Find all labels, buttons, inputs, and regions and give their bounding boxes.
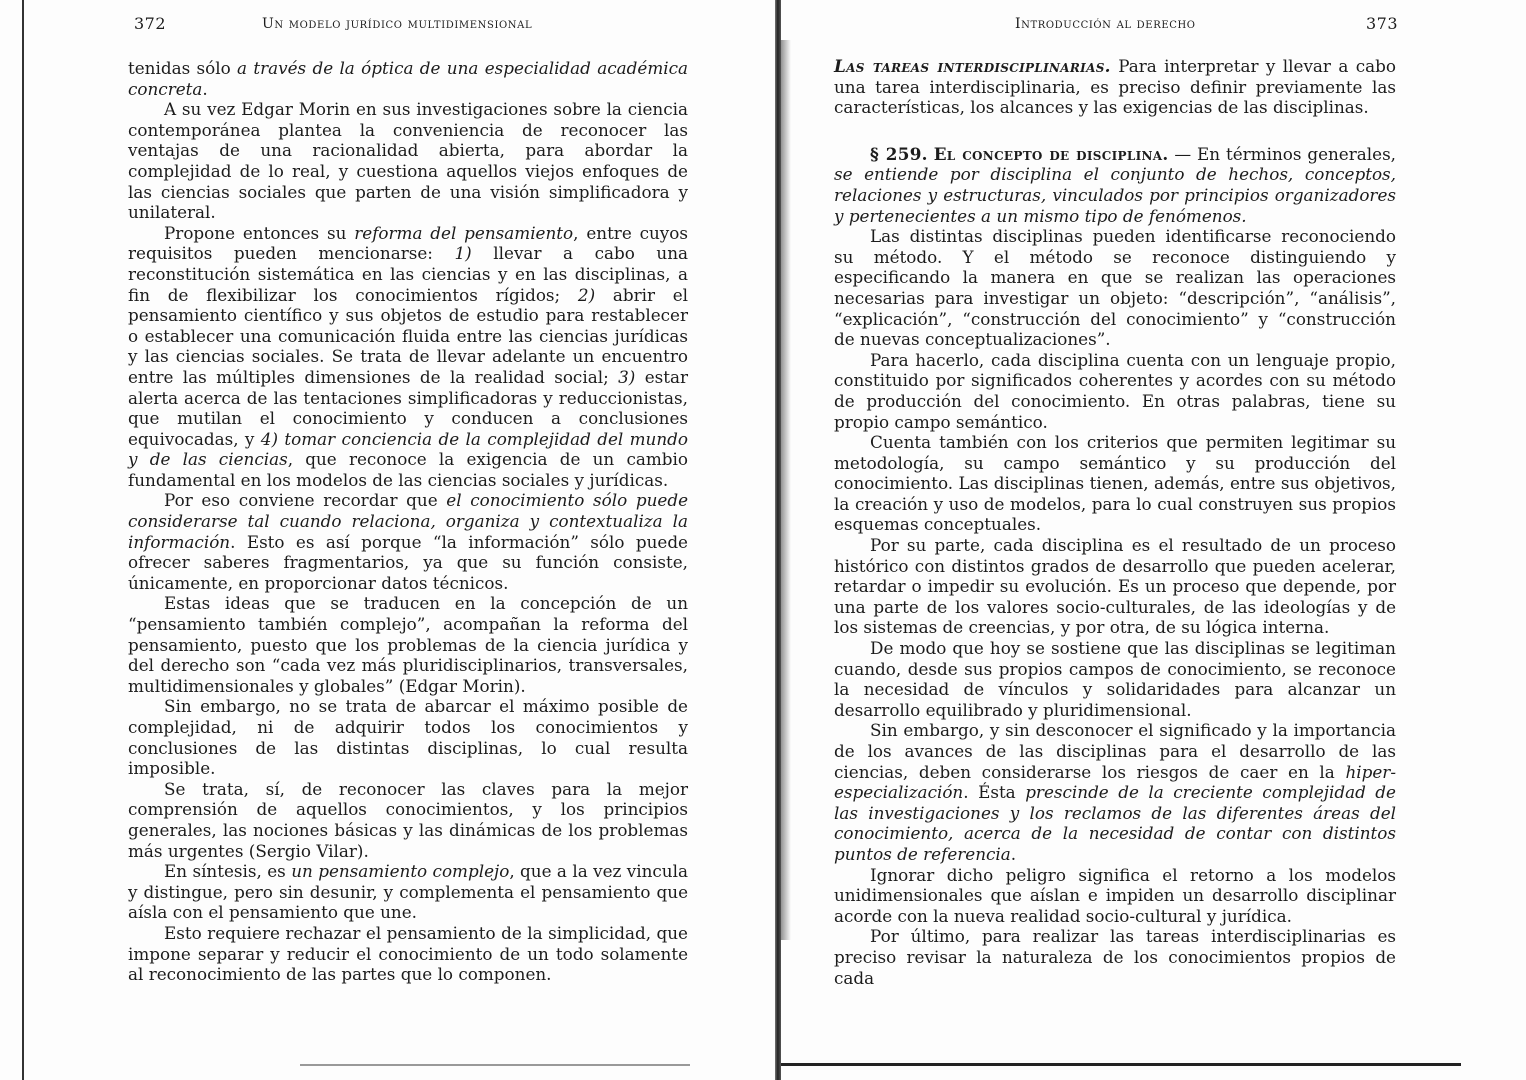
italic-run: 3) bbox=[618, 366, 636, 387]
paragraph bbox=[834, 638, 1396, 720]
italic-run: el conocimiento sólo puede considerarse tal cuando relaciona, organiza y contextualiza la información bbox=[128, 490, 688, 552]
paragraph bbox=[834, 926, 1396, 988]
italic-run: hiper-especialización bbox=[834, 761, 1396, 803]
italic-run: un pensamiento complejo bbox=[291, 861, 510, 882]
paragraph bbox=[128, 593, 688, 696]
text-run: Cuenta también con los criterios que permiten legitimar su metodología, su campo semántico y su producción del conocimiento. Las disciplinas tienen, además, entre sus objetivos, la creación y uso de modelos, para lo cual construyen sus propios esquemas conceptuales. bbox=[834, 432, 1396, 535]
paragraph bbox=[834, 350, 1396, 432]
italic-run: prescinde de la creciente complejidad de las investigaciones y los reclamos de las diferentes áreas del conocimiento, acerca de la necesidad de contar con distintos puntos de referencia bbox=[834, 782, 1396, 864]
paragraph bbox=[834, 535, 1396, 638]
text-run: Sin embargo, y sin desconocer el significado y la importancia de los avances de las disciplinas para el desarrollo de las ciencias, deben considerarse los riesgos de caer en la bbox=[834, 720, 1396, 782]
text-run: Por último, para realizar las tareas interdisciplinarias es preciso revisar la naturaleza de los conocimientos propios de cada bbox=[834, 926, 1396, 988]
section-dash: — bbox=[1168, 143, 1198, 164]
text-run: Para hacerlo, cada disciplina cuenta con un lenguaje propio, constituido por significados coherentes y acordes con su método de producción del conocimiento. En otras palabras, tiene su propio campo semántico. bbox=[834, 349, 1396, 432]
italic-run: tomar conciencia de la complejidad del mundo y de las ciencias bbox=[128, 428, 688, 470]
running-head: Introducción al derecho bbox=[1015, 16, 1196, 32]
text-run: A su vez Edgar Morin en sus investigaciones sobre la ciencia contemporánea plantea la conveniencia de reconocer las ventajas de una racionalidad abierta, para abordar la complejidad de lo real, y cuestiona aquellos viejos enfoques de las ciencias sociales que parten de una visión simplificadora y unilateral. bbox=[128, 99, 688, 223]
text-run: En síntesis, es bbox=[164, 861, 292, 882]
paragraph bbox=[128, 490, 688, 593]
italic-run: reforma del pensamiento bbox=[354, 222, 574, 243]
section-definition: se entiende por disciplina el conjunto de hechos, conceptos, relaciones y estructuras, vinculados por principios organizadores y pertenecientes a un mismo tipo de fenómenos. bbox=[834, 164, 1396, 226]
intro-heading: Las tareas interdisciplinarias. bbox=[834, 56, 1111, 76]
text-run: Ignorar dicho peligro significa el retorno a los modelos unidimensionales que aíslan e impiden un desarrollo disciplinar acorde con la nueva realidad socio-cultural y jurídica. bbox=[834, 864, 1396, 926]
right-body-text bbox=[834, 56, 1396, 988]
text-run: De modo que hoy se sostiene que las disciplinas se legitiman cuando, desde sus propios campos de conocimiento, se reconoce la necesidad de vínculos y solidaridades para alcanzar un desarrollo equilibrado y pluridimensional. bbox=[834, 638, 1396, 720]
text-run: . bbox=[202, 78, 208, 99]
text-run: Se trata, sí, de reconocer las claves para la mejor comprensión de aquellos conocimientos, y los principios generales, las nociones básicas y las dinámicas de los problemas más urgentes (Sergio Vilar). bbox=[128, 778, 688, 861]
paragraph bbox=[834, 865, 1396, 927]
running-head: Un modelo jurídico multidimensional bbox=[262, 16, 533, 32]
bottom-rule bbox=[781, 1063, 1461, 1066]
text-run: . bbox=[1010, 843, 1017, 864]
paragraph bbox=[128, 861, 688, 923]
intro-paragraph bbox=[834, 56, 1396, 118]
section-heading-paragraph bbox=[834, 144, 1396, 226]
right-page bbox=[781, 0, 1526, 1080]
bottom-rule bbox=[300, 1064, 690, 1066]
text-run: , que a la vez vincula y distingue, pero sin desunir, y complementa el pensamiento que aísla con el pensamiento que une. bbox=[128, 861, 688, 923]
text-run: , entre cuyos requisitos pueden mencionarse: bbox=[128, 222, 688, 264]
text-run: Estas ideas que se traducen en la concepción de un “pensamiento también complejo”, acompañan la reforma del pensamiento, puesto que los problemas de la ciencia jurídica y del derecho son “cada vez más pluridisciplinarios, transversales, multidimensionales y globales” (Edgar Morin). bbox=[128, 593, 688, 696]
left-body-text bbox=[128, 58, 688, 985]
page-number: 372 bbox=[134, 14, 167, 33]
text-run: Esto requiere rechazar el pensamiento de la simplicidad, que impone separar y reducir el conocimiento de un todo solamente al reconocimiento de las partes que lo componen. bbox=[128, 922, 688, 985]
text-run: , que reconoce la exigencia de un cambio fundamental en los modelos de las ciencias sociales y jurídicas. bbox=[128, 449, 688, 490]
paragraph bbox=[128, 696, 688, 778]
section-lead: En términos generales, bbox=[1197, 143, 1397, 164]
italic-run: a través de la óptica de una especialidad académica concreta bbox=[128, 58, 689, 99]
paragraph bbox=[834, 432, 1396, 535]
text-run: Propone entonces su bbox=[164, 222, 355, 243]
italic-run: 1) bbox=[454, 243, 472, 264]
text-run: Las distintas disciplinas pueden identificarse reconociendo su método. Y el método se reconoce distinguiendo y especificando la manera en que se realizan las operaciones necesarias para investigar un objeto: “descripción”, “análisis”, “explicación”, “construcción del conocimiento” y “construcción de nuevas conceptualizaciones”. bbox=[834, 226, 1396, 350]
text-run: Por eso conviene recordar que bbox=[164, 490, 447, 511]
section-title: El concepto de disciplina. bbox=[933, 143, 1169, 164]
text-run: abrir el pensamiento científico y sus objetos de estudio para restablecer o establecer una comunicación fluida entre las ciencias jurídicas y las ciencias sociales. Se trata de llevar adelante un encuentro entre las múltiples dimensiones de la realidad social; bbox=[128, 284, 688, 387]
text-run: tenidas sólo bbox=[128, 58, 238, 78]
italic-run: 2) bbox=[577, 284, 596, 305]
italic-run: 4) bbox=[260, 428, 278, 449]
text-run: estar alerta acerca de las tentaciones simplificadoras y reduccionistas, que mutilan el conocimiento y conducen a conclusiones equivocadas, y bbox=[128, 366, 689, 449]
paragraph bbox=[128, 99, 688, 223]
section-number: § 259. bbox=[870, 143, 928, 164]
paragraph bbox=[834, 226, 1396, 350]
paragraph bbox=[834, 720, 1396, 864]
paragraph bbox=[128, 779, 688, 861]
page-number: 373 bbox=[1366, 14, 1399, 33]
intro-text: Para interpretar y llevar a cabo una tarea interdisciplinaria, es preciso definir previamente las características, los alcances y las exigencias de las disciplinas. bbox=[834, 56, 1396, 118]
text-run: . Esto es así porque “la información” sólo puede ofrecer saberes fragmentarios, ya que su función consiste, únicamente, en proporcionar datos técnicos. bbox=[128, 531, 688, 593]
text-run: Sin embargo, no se trata de abarcar el máximo posible de complejidad, ni de adquirir todos los conocimientos y conclusiones de las distintas disciplinas, lo cual resulta imposible. bbox=[128, 696, 688, 779]
paragraph bbox=[128, 223, 688, 491]
text-run: . Ésta bbox=[963, 782, 1026, 803]
paragraph bbox=[128, 923, 688, 985]
right-paragraphs bbox=[834, 226, 1396, 988]
text-run: llevar a cabo una reconstitución sistemática en las ciencias y en las disciplinas, a fin de flexibilizar los conocimientos rígidos; bbox=[128, 243, 689, 305]
text-run: Por su parte, cada disciplina es el resultado de un proceso histórico con distintos grados de desarrollo que pueden acelerar, retardar o impedir su evolución. Es un proceso que depende, por una parte de los valores socio-culturales, de las ideologías y de los sistemas de creencias, y por otra, de su lógica interna. bbox=[834, 535, 1396, 638]
paragraph bbox=[128, 58, 688, 99]
